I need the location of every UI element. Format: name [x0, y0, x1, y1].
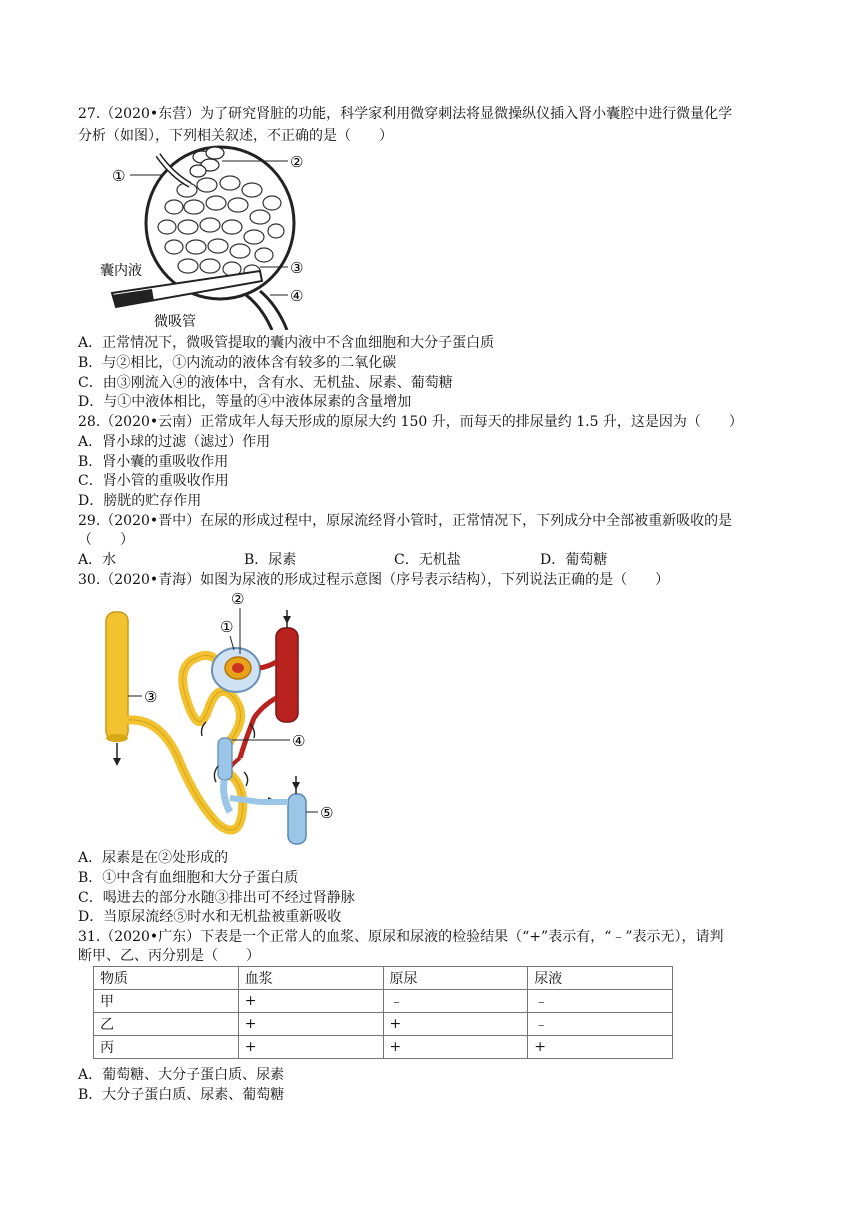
- table-header-cell: 尿液: [528, 967, 673, 990]
- q29-option-a: A．水: [78, 552, 117, 568]
- table-header-cell: 血浆: [238, 967, 383, 990]
- q30-label-1: ①: [220, 618, 234, 636]
- q27-kidney-capsule-figure: [92, 145, 322, 330]
- q27-option-a: A．正常情况下，微吸管提取的囊内液中不含血细胞和大分子蛋白质: [78, 335, 495, 351]
- q31-option-a: A．葡萄糖、大分子蛋白质、尿素: [78, 1067, 285, 1083]
- q29-stem-line1: 29.（2020•晋中）在尿的形成过程中，原尿流经肾小管时，正常情况下，下列成分中全部被重新吸收的是: [78, 513, 733, 529]
- q29-option-b: B．尿素: [244, 552, 297, 568]
- q29-option-c: C．无机盐: [394, 552, 461, 568]
- q28-option-d: D．膀胱的贮存作用: [78, 493, 202, 509]
- table-cell: +: [383, 1013, 528, 1036]
- q31-stem-line2: 断甲、乙、丙分别是（ ）: [78, 948, 260, 964]
- table-cell: +: [383, 1036, 528, 1059]
- q30-option-a: A．尿素是在②处形成的: [78, 850, 229, 866]
- table-cell: +: [528, 1036, 673, 1059]
- q30-label-5: ⑤: [320, 804, 334, 822]
- table-cell: +: [238, 990, 383, 1013]
- table-cell: +: [238, 1013, 383, 1036]
- q27-label-capsule-fluid: 囊内液: [100, 263, 142, 279]
- table-cell: 乙: [94, 1013, 239, 1036]
- q28-stem: 28.（2020•云南）正常成年人每天形成的原尿大约 150 升，而每天的排尿量约 1.5 升，这是因为（ ）: [78, 414, 743, 430]
- q31-results-table: [93, 966, 673, 1059]
- table-cell: ﹣: [528, 1013, 673, 1036]
- table-cell: 丙: [94, 1036, 239, 1059]
- table-cell: ﹣: [528, 990, 673, 1013]
- q27-label-3: ③: [290, 259, 304, 277]
- table-cell: +: [238, 1036, 383, 1059]
- q30-nephron-figure: [100, 588, 350, 846]
- q28-option-c: C．肾小管的重吸收作用: [78, 473, 229, 489]
- q27-label-2: ②: [290, 153, 304, 171]
- q30-option-c: C．喝进去的部分水随③排出可不经过肾静脉: [78, 890, 355, 906]
- q30-option-b: B．①中含有血细胞和大分子蛋白质: [78, 870, 299, 886]
- table-cell: ﹣: [383, 990, 528, 1013]
- q27-label-4: ④: [290, 287, 304, 305]
- table-row: [94, 990, 673, 1013]
- q29-option-d: D．葡萄糖: [540, 552, 608, 568]
- q27-stem-line1: 27.（2020•东营）为了研究肾脏的功能，科学家利用微穿刺法将显微操纵仪插入肾小囊腔中进行微量化学: [78, 106, 733, 122]
- table-header-cell: 原尿: [383, 967, 528, 990]
- q27-option-d: D．与①中液体相比，等量的④中液体尿素的含量增加: [78, 394, 412, 410]
- q27-stem-line2: 分析（如图），下列相关叙述，不正确的是（ ）: [78, 128, 393, 144]
- q28-option-a: A．肾小球的过滤（滤过）作用: [78, 434, 271, 450]
- q31-option-b: B．大分子蛋白质、尿素、葡萄糖: [78, 1087, 285, 1103]
- q27-option-b: B．与②相比，①内流动的液体含有较多的二氧化碳: [78, 355, 397, 371]
- q30-label-4: ④: [292, 732, 306, 750]
- table-row: [94, 1013, 673, 1036]
- q31-stem-line1: 31.（2020•广东）下表是一个正常人的血浆、原尿和尿液的检验结果（“+”表示有，“﹣”表示无），请判: [78, 929, 724, 945]
- q30-option-d: D．当原尿流经⑤时水和无机盐被重新吸收: [78, 909, 342, 925]
- q30-label-3: ③: [144, 688, 158, 706]
- q29-stem-line2: （ ）: [78, 532, 134, 548]
- table-cell: 甲: [94, 990, 239, 1013]
- q28-option-b: B．肾小囊的重吸收作用: [78, 454, 229, 470]
- table-header-cell: 物质: [94, 967, 239, 990]
- q30-stem: 30.（2020•青海）如图为尿液的形成过程示意图（序号表示结构），下列说法正确的是（ ）: [78, 572, 670, 588]
- q30-label-2: ②: [231, 590, 245, 608]
- q27-label-1: ①: [112, 167, 126, 185]
- q27-option-c: C．由③刚流入④的液体中，含有水、无机盐、尿素、葡萄糖: [78, 375, 453, 391]
- table-row: [94, 1036, 673, 1059]
- q27-label-pipette: 微吸管: [154, 314, 196, 330]
- table-header-row: [94, 967, 673, 990]
